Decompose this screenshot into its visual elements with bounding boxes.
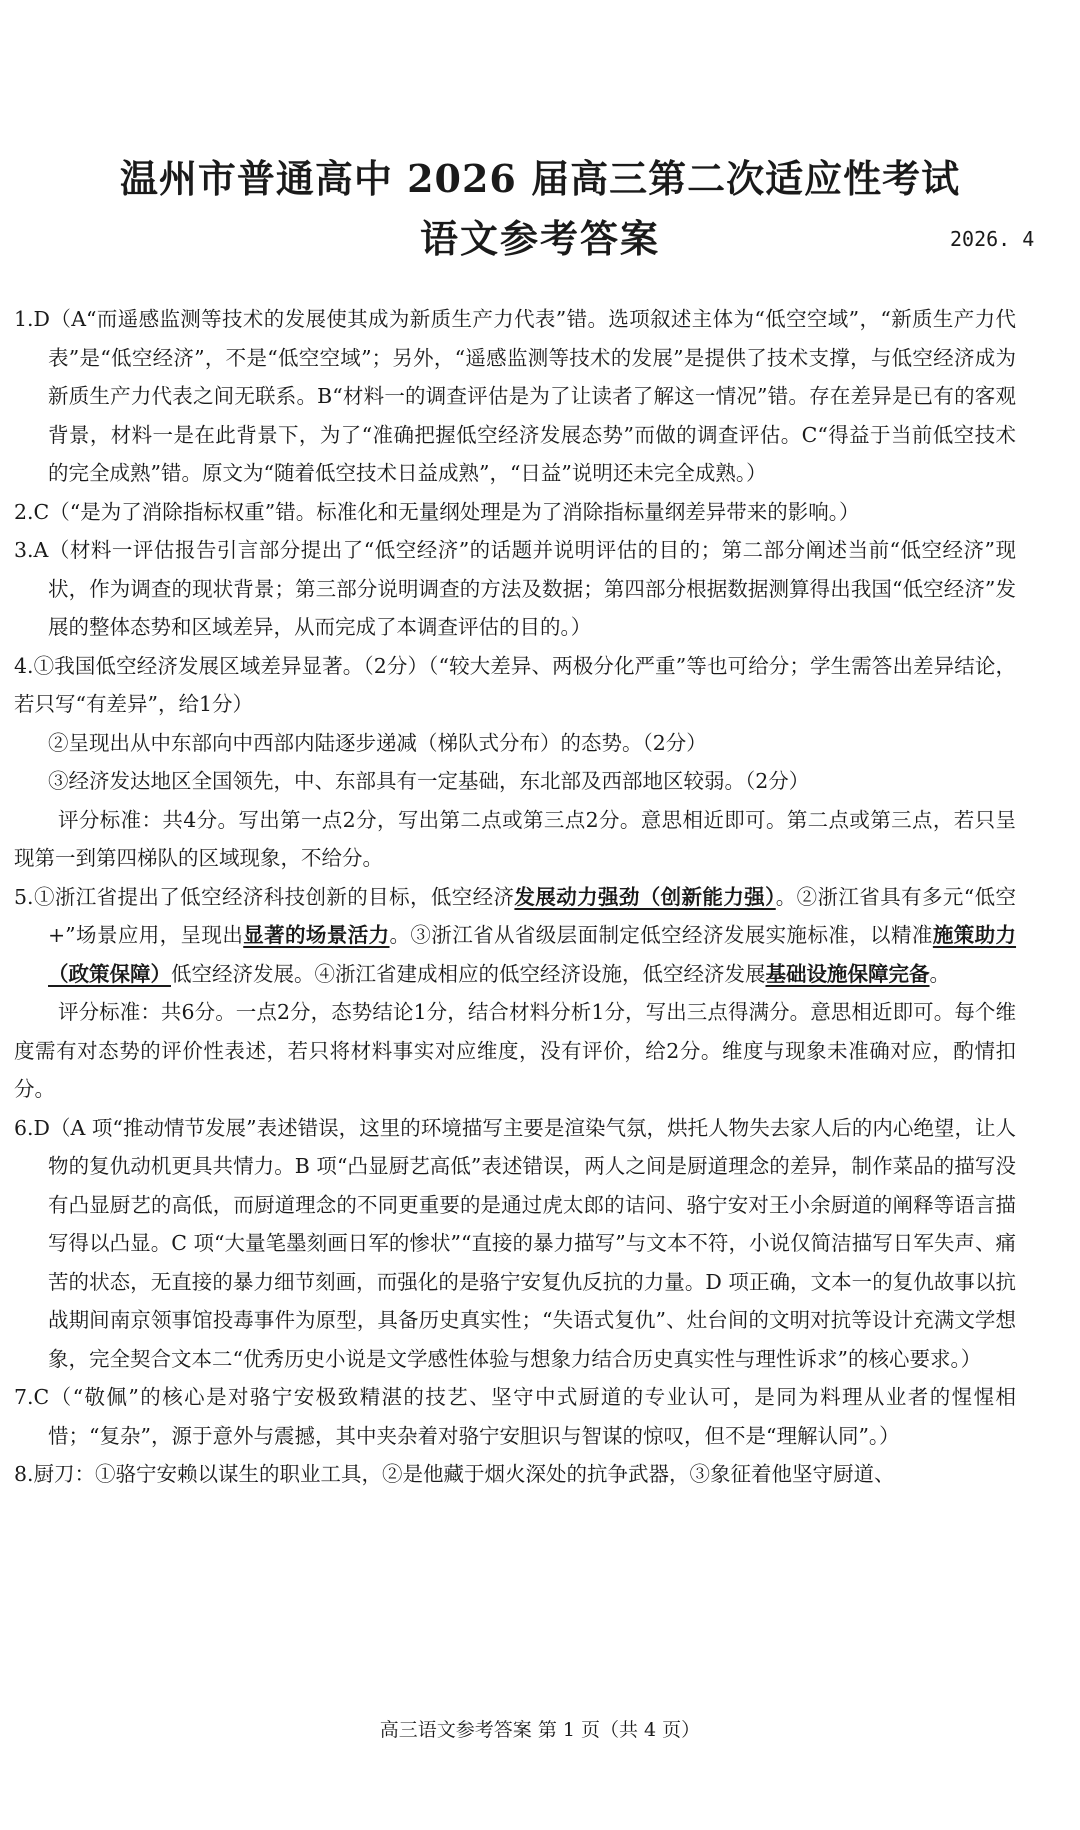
answer-8: 8.厨刀：①骆宁安赖以谋生的职业工具，②是他藏于烟火深处的抗争武器，③象征着他坚守厨道、: [14, 1462, 895, 1486]
answer-5-keyword-4: 基础设施保障完备: [765, 961, 930, 986]
document-subtitle: 语文参考答案: [419, 216, 660, 261]
page-footer: 高三语文参考答案 第 1 页（共 4 页）: [379, 1719, 701, 1741]
exam-date: 2026. 4: [950, 227, 1035, 251]
answer-5-text-3: 。③浙江省从省级层面制定低空经济发展实施标准，以精准: [389, 923, 933, 947]
answer-5-text-2: 。②浙江省具有多元“低空+”场景应用，呈现出: [48, 884, 1017, 947]
answer-4-point-2: ②呈现出从中东部向中西部内陆逐步递减（梯队式分布）的态势。（2分）: [48, 730, 707, 755]
answer-4-main: 4.①我国低空经济发展区域差异显著。（2分）（“较大差异、两极分化严重”等也可给分；学生需答出差异结论，若只写“有差异”，给1分）: [14, 653, 1016, 716]
answer-5-criteria: 评分标准：共6分。一点2分，态势结论1分，结合材料分析1分，写出三点得满分。意思相近即可。每个维度需有对态势的评价性表述，若只将材料事实对应维度，没有评价，给2分。维度与现象未准确对应，酌情扣分。: [14, 1000, 1016, 1101]
answer-5: [14, 878, 1016, 994]
answer-5-keyword-1: 发展动力强劲（创新能力强）: [514, 884, 776, 909]
answer-content: [14, 300, 1016, 1494]
answer-2: 2.C（“是为了消除指标权重”错。标准化和无量纲处理是为了消除指标量纲差异带来的影响。）: [14, 499, 860, 524]
exam-title: 温州市普通高中 2026 届高三第二次适应性考试: [119, 156, 961, 201]
answer-5-text-1: 5.①浙江省提出了低空经济科技创新的目标，低空经济: [14, 884, 515, 909]
answer-6: 6.D（A 项“推动情节发展”表述错误，这里的环境描写主要是渲染气氛，烘托人物失去家人后的内心绝望，让人物的复仇动机更具共情力。B 项“凸显厨艺高低”表述错误，两人之间是厨道理念的差异，制作菜品的描写没有凸显厨艺的高低，而厨道理念的不同更重要的是通过虎太郎的诘问、骆宁安对王小余厨道的阐释等语言描写得以凸显。C 项“大量笔墨刻画日军的惨状”“直接的暴力描写”与文本不符，小说仅简洁描写日军失声、痛苦的状态，无直接的暴力细节刻画，而强化的是骆宁安复仇反抗的力量。D 项正确，文本一的复仇故事以抗战期间南京领事馆投毒事件为原型，具备历史真实性；“失语式复仇”、灶台间的文明对抗等设计充满文学想象，完全契合文本二“优秀历史小说是文学感性体验与想象力结合历史真实性与理性诉求”的核心要求。）: [14, 1115, 1016, 1371]
answer-5-text-4: 低空经济发展。④浙江省建成相应的低空经济设施，低空经济发展: [171, 961, 766, 986]
answer-5-keyword-3: 施策助力（政策保障）: [48, 923, 1017, 986]
answer-1: 1.D（A“而遥感监测等技术的发展使其成为新质生产力代表”错。选项叙述主体为“低空空域”，“新质生产力代表”是“低空经济”，不是“低空空域”；另外，“遥感监测等技术的发展”是提供了技术支撑，与低空经济成为新质生产力代表之间无联系。B“材料一的调查评估是为了让读者了解这一情况”错。存在差异是已有的客观背景，材料一是在此背景下，为了“准确把握低空经济发展态势”而做的调查评估。C“得益于当前低空技术的完全成熟”错。原文为“随着低空技术日益成熟”，“日益”说明还未完全成熟。）: [14, 307, 1016, 485]
answer-3: 3.A（材料一评估报告引言部分提出了“低空经济”的话题并说明评估的目的；第二部分阐述当前“低空经济”现状，作为调查的现状背景；第三部分说明调查的方法及数据；第四部分根据数据测算得出我国“低空经济”发展的整体态势和区域差异，从而完成了本调查评估的目的。）: [14, 538, 1016, 639]
answer-7: 7.C（“敬佩”的核心是对骆宁安极致精湛的技艺、坚守中式厨道的专业认可，是同为料理从业者的惺惺相惜；“复杂”，源于意外与震撼，其中夹杂着对骆宁安胆识与智谋的惊叹，但不是“理解认同”。）: [14, 1385, 1016, 1448]
answer-4-criteria: 评分标准：共4分。写出第一点2分，写出第二点或第三点2分。意思相近即可。第二点或第三点，若只呈现第一到第四梯队的区域现象，不给分。: [14, 807, 1016, 870]
answer-4-point-3: ③经济发达地区全国领先，中、东部具有一定基础，东北部及西部地区较弱。（2分）: [48, 769, 810, 793]
answer-5-text-5: 。: [929, 961, 950, 986]
answer-5-keyword-2: 显著的场景活力: [243, 923, 390, 947]
